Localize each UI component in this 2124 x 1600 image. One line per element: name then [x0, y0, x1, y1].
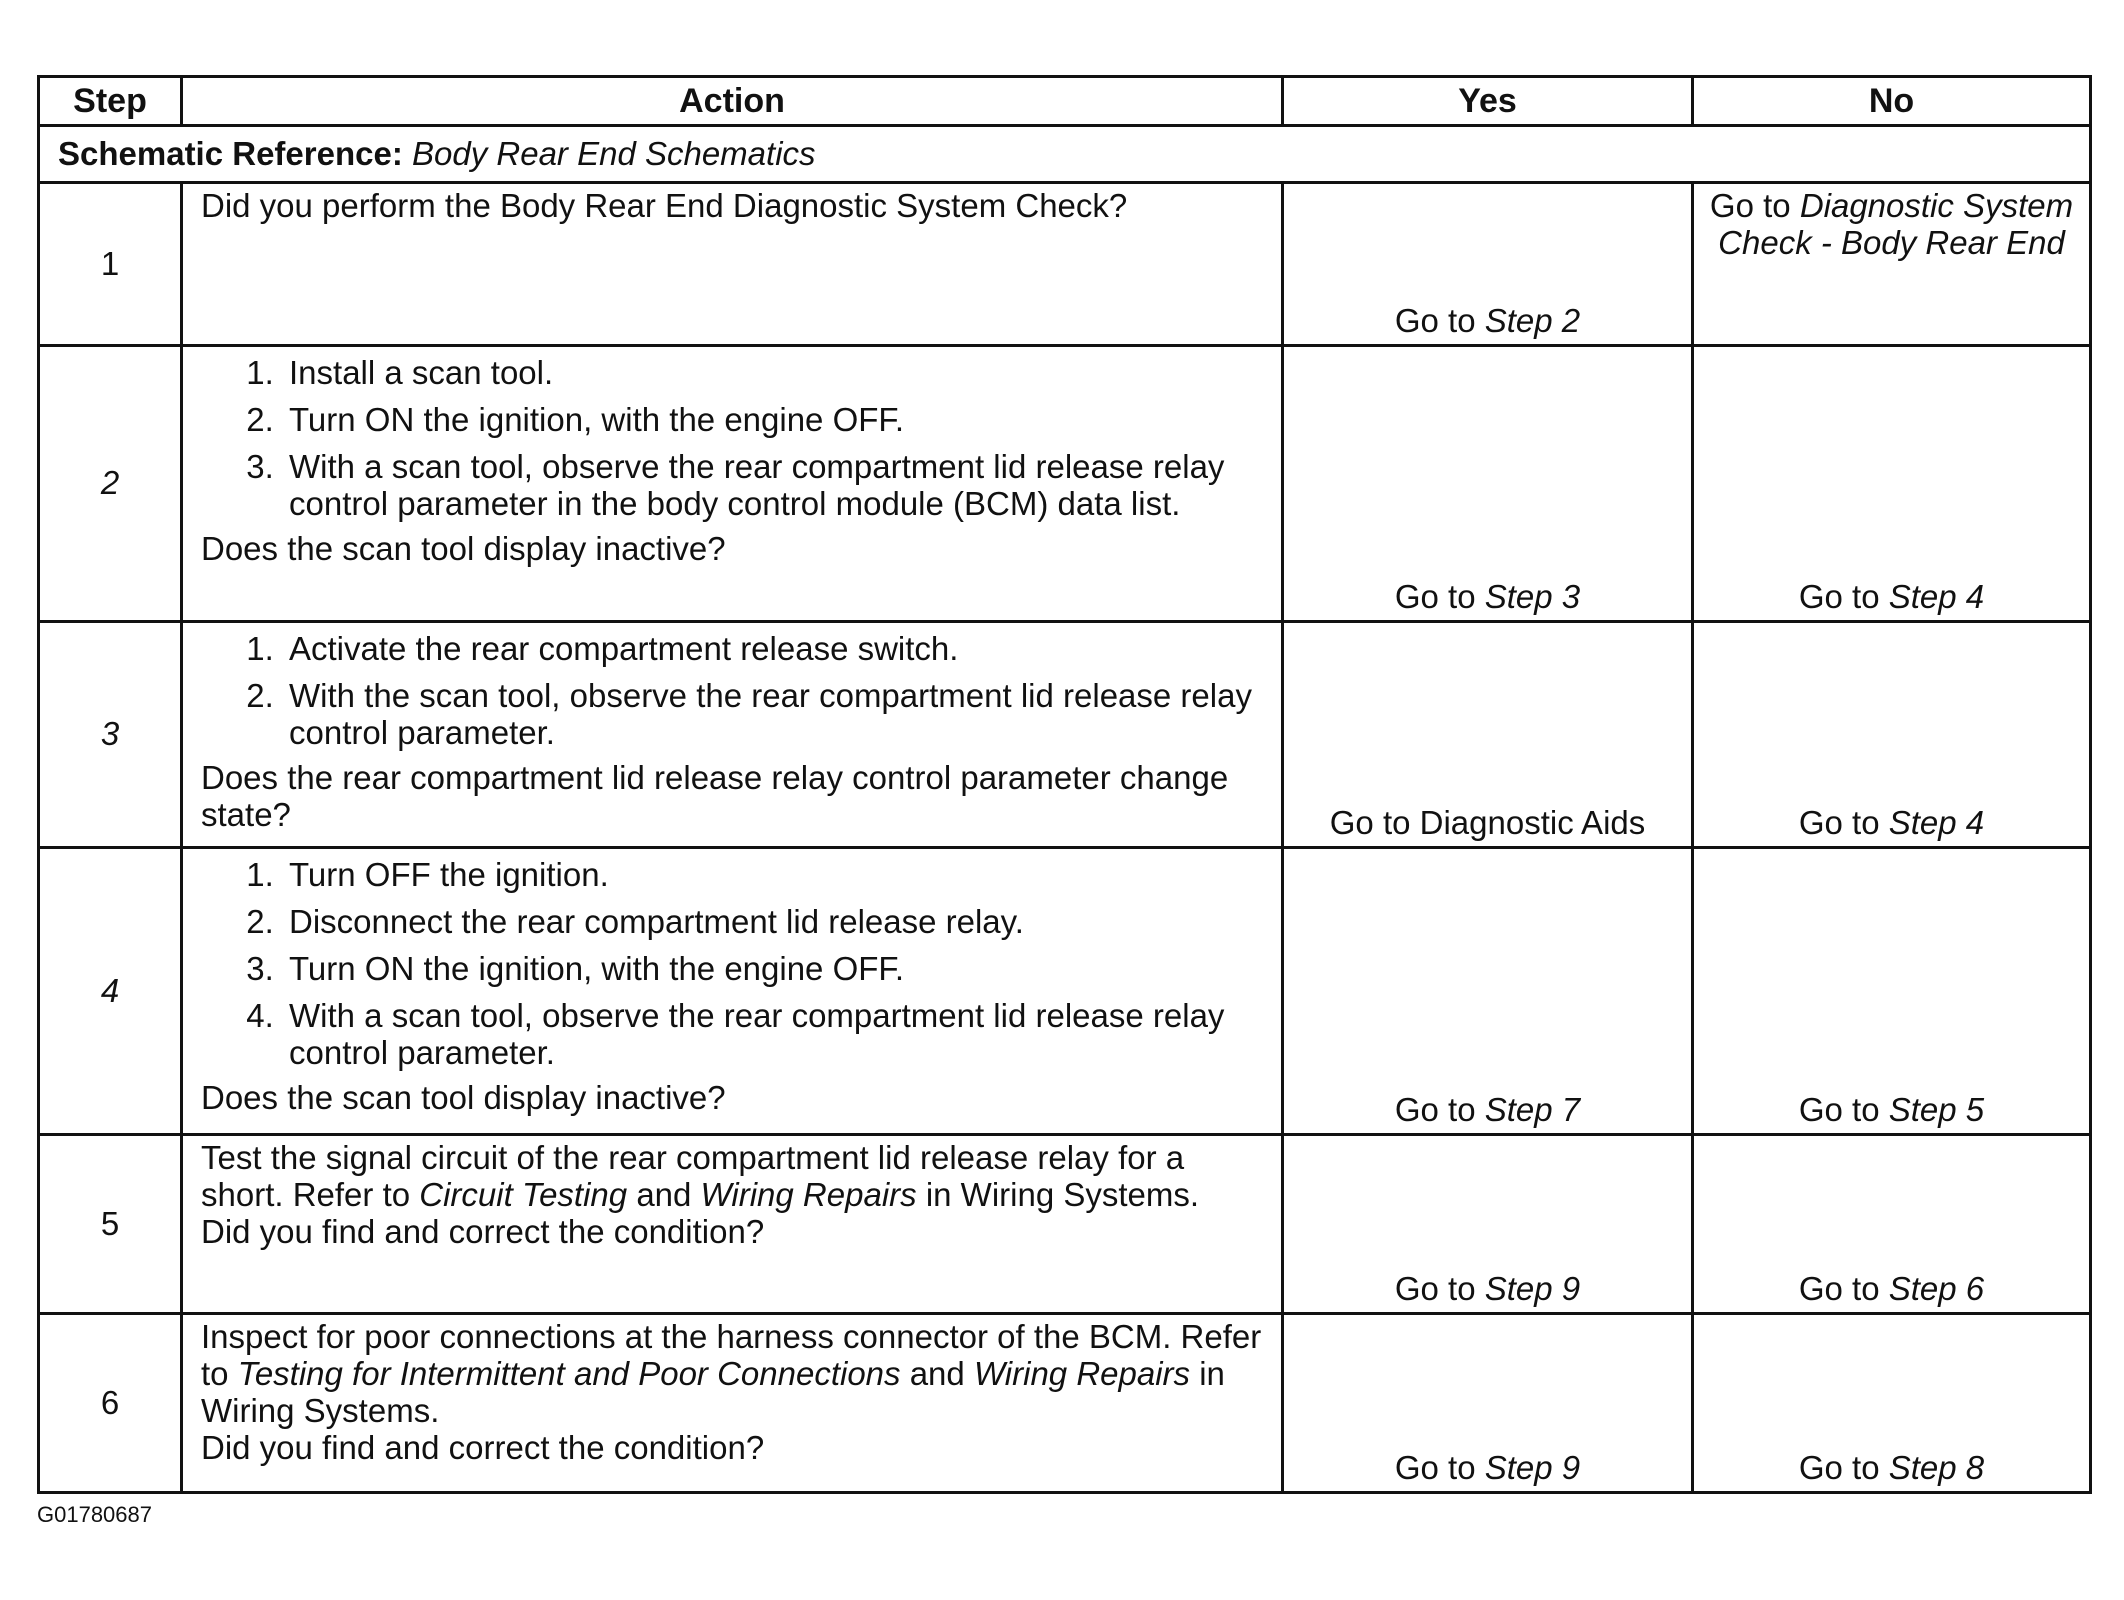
action-question: Does the scan tool display inactive? — [201, 529, 726, 567]
figure-id: G01780687 — [37, 1502, 152, 1527]
action-question: Did you find and correct the condition? — [201, 1212, 765, 1250]
action-question: Does the scan tool display inactive? — [201, 1078, 726, 1116]
no-ref: Step 4 — [1888, 578, 1985, 616]
action-text: Did you perform the Body Rear End Diagnostic System Check? — [201, 187, 1128, 224]
reference-circuit-testing: Circuit Testing — [419, 1175, 628, 1213]
no-prefix: Go to — [1798, 578, 1880, 616]
table-row — [39, 346, 2091, 622]
yes-cell — [1283, 622, 1693, 848]
action-text-part: and — [909, 1354, 965, 1392]
header-no: No — [1693, 77, 2091, 126]
step-number: 3 — [39, 622, 182, 848]
table-row — [39, 848, 2091, 1135]
reference-wiring-repairs: Wiring Repairs — [700, 1175, 917, 1213]
action-text — [201, 1140, 1267, 1214]
table-row — [39, 622, 2091, 848]
no-cell — [1693, 1135, 2091, 1314]
yes-cell — [1283, 346, 1693, 622]
action-cell — [182, 1314, 1283, 1493]
yes-prefix: Go to — [1394, 302, 1476, 340]
action-cell — [182, 183, 1283, 346]
no-ref: Diagnostic System Check - Body Rear End — [1718, 187, 2074, 261]
header-action: Action — [182, 77, 1283, 126]
action-text-part: Test the signal circuit of the rear compartment lid release relay for a short. Refer to — [201, 1139, 1185, 1213]
instruction-item: 3. Turn ON the ignition, with the engine OFF. — [283, 951, 1267, 988]
action-text — [201, 1319, 1267, 1430]
yes-ref: Step 9 — [1484, 1270, 1581, 1308]
header-step: Step — [39, 77, 182, 126]
instruction-item: 1. Turn OFF the ignition. — [283, 857, 1267, 894]
step-number: 2 — [39, 346, 182, 622]
step-number: 1 — [39, 183, 182, 346]
step-number: 4 — [39, 848, 182, 1135]
no-prefix: Go to — [1798, 804, 1880, 842]
reference-testing-intermittent: Testing for Intermittent and Poor Connections — [237, 1354, 901, 1392]
yes-prefix: Go to — [1394, 1091, 1476, 1129]
no-prefix: Go to — [1798, 1270, 1880, 1308]
yes-prefix: Go to — [1394, 1449, 1476, 1487]
yes-cell — [1283, 848, 1693, 1135]
no-cell — [1693, 1314, 2091, 1493]
diagnostic-table — [37, 75, 2092, 1494]
yes-cell — [1283, 1314, 1693, 1493]
no-ref: Step 6 — [1888, 1270, 1985, 1308]
instruction-item: 2. With the scan tool, observe the rear compartment lid release relay control parameter. — [283, 678, 1267, 752]
schematic-row — [39, 126, 2091, 183]
no-ref: Step 4 — [1888, 804, 1985, 842]
instruction-item: 1. Activate the rear compartment release switch. — [283, 631, 1267, 668]
step-number: 6 — [39, 1314, 182, 1493]
instruction-item: 3. With a scan tool, observe the rear compartment lid release relay control parameter in the body control module (BCM) data list. — [283, 449, 1267, 523]
yes-text: Go to Diagnostic Aids — [1329, 804, 1646, 842]
yes-cell — [1283, 183, 1693, 346]
instruction-item: 2. Turn ON the ignition, with the engine OFF. — [283, 402, 1267, 439]
schematic-reference — [39, 126, 2091, 183]
step-number: 5 — [39, 1135, 182, 1314]
no-ref: Step 8 — [1888, 1449, 1985, 1487]
yes-prefix: Go to — [1394, 1270, 1476, 1308]
table-row — [39, 1314, 2091, 1493]
action-cell — [182, 622, 1283, 848]
yes-cell — [1283, 1135, 1693, 1314]
header-row — [39, 77, 2091, 126]
table-row — [39, 1135, 2091, 1314]
action-cell — [182, 1135, 1283, 1314]
no-cell — [1693, 622, 2091, 848]
table-row — [39, 183, 2091, 346]
no-prefix: Go to — [1798, 1449, 1880, 1487]
action-text-part: and — [636, 1175, 692, 1213]
no-cell — [1693, 346, 2091, 622]
yes-prefix: Go to — [1394, 578, 1476, 616]
schematic-ref: Body Rear End Schematics — [412, 134, 816, 172]
action-text-part: in Wiring Systems. — [201, 1354, 1225, 1429]
yes-ref: Step 7 — [1484, 1091, 1581, 1129]
instruction-list — [201, 631, 1267, 752]
no-cell — [1693, 848, 2091, 1135]
schematic-label: Schematic Reference: — [58, 134, 403, 172]
no-prefix: Go to — [1798, 1091, 1880, 1129]
no-cell — [1693, 183, 2091, 346]
instruction-item: 4. With a scan tool, observe the rear compartment lid release relay control parameter. — [283, 998, 1267, 1072]
no-prefix: Go to — [1709, 187, 1791, 224]
action-cell — [182, 346, 1283, 622]
yes-ref: Step 3 — [1484, 578, 1581, 616]
yes-ref: Step 9 — [1484, 1449, 1581, 1487]
yes-ref: Step 2 — [1484, 302, 1581, 340]
instruction-item: 2. Disconnect the rear compartment lid release relay. — [283, 904, 1267, 941]
instruction-item: 1. Install a scan tool. — [283, 355, 1267, 392]
action-cell — [182, 848, 1283, 1135]
instruction-list — [201, 355, 1267, 523]
action-text-part: in Wiring Systems. — [925, 1175, 1200, 1213]
action-question: Does the rear compartment lid release relay control parameter change state? — [201, 758, 1229, 833]
no-ref: Step 5 — [1888, 1091, 1985, 1129]
action-text-part: Inspect for poor connections at the harness connector of the BCM. Refer to — [201, 1318, 1262, 1392]
action-question: Did you find and correct the condition? — [201, 1428, 765, 1466]
header-yes: Yes — [1283, 77, 1693, 126]
instruction-list — [201, 857, 1267, 1072]
reference-wiring-repairs: Wiring Repairs — [973, 1354, 1191, 1392]
